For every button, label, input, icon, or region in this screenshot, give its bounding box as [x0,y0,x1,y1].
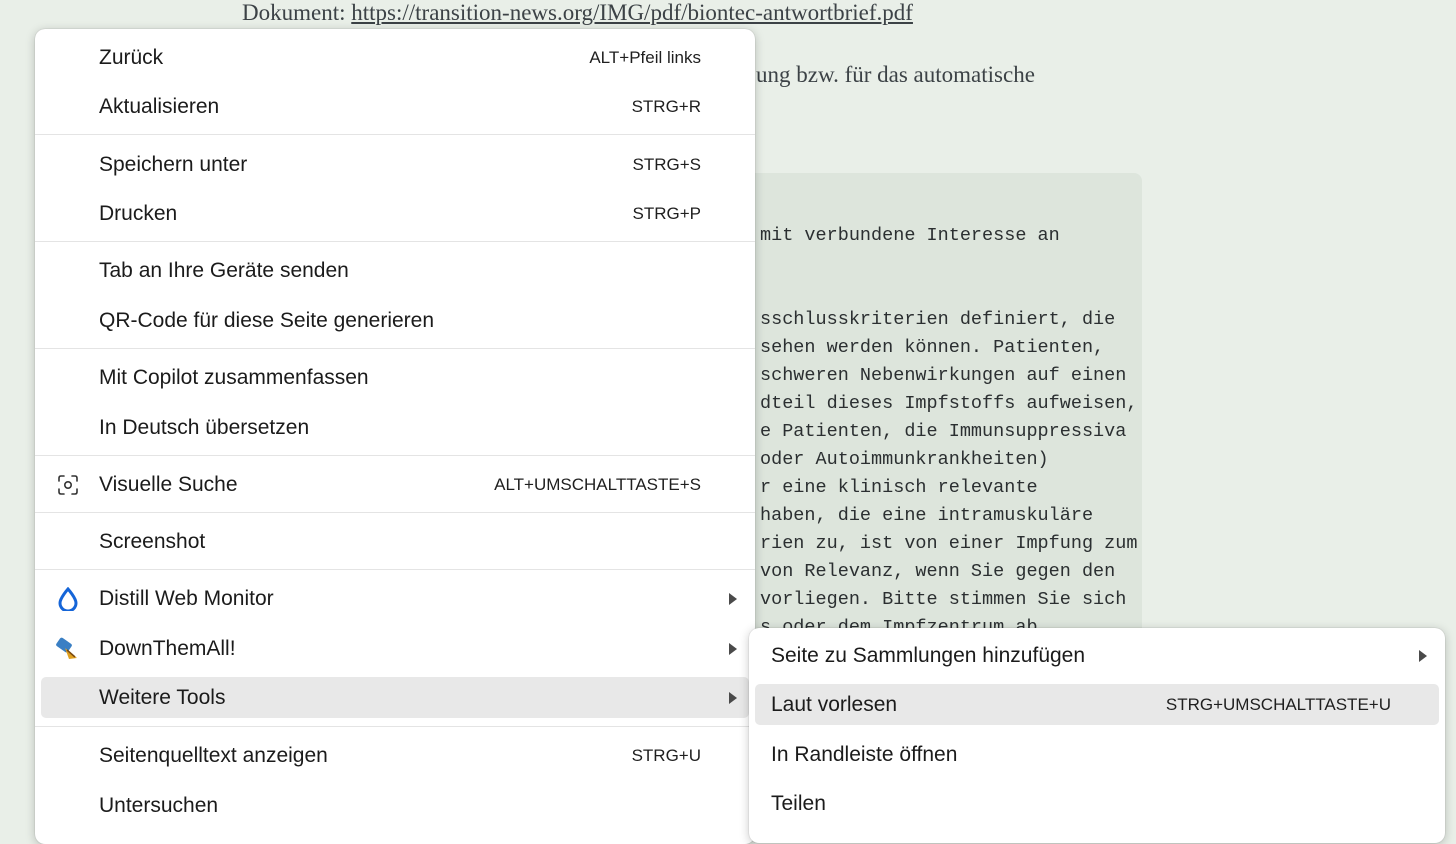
menu-separator [35,241,755,242]
more-tools-submenu [749,628,1445,843]
menu-item-downthemall[interactable] [41,628,749,669]
menu-item-shortcut: STRG+S [632,154,701,174]
menu-item-label: Zurück [99,45,164,69]
menu-item-label: Visuelle Suche [99,472,238,496]
menu-item-label: Distill Web Monitor [99,586,274,610]
code-line: sschlusskriterien definiert, die [760,309,1116,330]
menu-item-label: Seitenquelltext anzeigen [99,743,328,767]
chevron-right-icon [1419,650,1427,662]
menu-item-translate[interactable] [41,407,749,448]
menu-item-inspect[interactable] [41,785,749,826]
code-line: oder Autoimmunkrankheiten) [760,449,1049,470]
menu-separator [35,455,755,456]
code-line: schweren Nebenwirkungen auf einen [760,365,1127,386]
menu-item-visual-search[interactable] [41,464,749,505]
distill-drop-icon [55,586,81,612]
menu-item-save-as[interactable] [41,144,749,185]
menu-separator [35,512,755,513]
menu-item-label: QR-Code für diese Seite generieren [99,308,435,332]
menu-item-label: Tab an Ihre Geräte senden [99,258,349,282]
code-line: rien zu, ist von einer Impfung zum [760,533,1138,554]
menu-separator [35,726,755,727]
code-line: haben, die eine intramuskuläre [760,505,1094,526]
menu-item-print[interactable] [41,193,749,234]
menu-item-label: Laut vorlesen [771,692,898,716]
code-line: r eine klinisch relevante [760,477,1038,498]
menu-item-label: Untersuchen [99,793,219,817]
code-line: vorliegen. Bitte stimmen Sie sich [760,589,1127,610]
menu-separator [35,569,755,570]
menu-item-copilot-summarize[interactable] [41,357,749,398]
document-source-line [242,0,913,26]
menu-item-qr-code[interactable] [41,300,749,341]
menu-item-label: Mit Copilot zusammenfassen [99,365,369,389]
menu-item-label: Seite zu Sammlungen hinzufügen [771,643,1086,667]
menu-separator [35,134,755,135]
menu-item-shortcut: ALT+Pfeil links [589,47,701,67]
menu-item-shortcut: STRG+R [631,96,701,116]
menu-item-label: Teilen [771,791,826,815]
document-paragraph-fragment: ung bzw. für das automatische [756,62,1035,87]
menu-item-screenshot[interactable] [41,521,749,562]
menu-item-label: Weitere Tools [99,685,226,709]
document-link[interactable]: https://transition-news.org/IMG/pdf/biontec-antwortbrief.pdf [351,0,913,25]
visual-search-icon [55,472,81,498]
code-line: sehen werden können. Patienten, [760,337,1105,358]
menu-item-reload[interactable] [41,86,749,127]
menu-item-back[interactable] [41,37,749,78]
menu-item-more-tools[interactable] [41,677,749,718]
chevron-right-icon [729,692,737,704]
code-line: von Relevanz, wenn Sie gegen den [760,561,1116,582]
context-menu [35,29,755,844]
code-line: dteil dieses Impfstoffs aufweisen, [760,393,1138,414]
chevron-right-icon [729,593,737,605]
menu-item-shortcut: STRG+P [632,203,701,223]
menu-separator [35,348,755,349]
submenu-item-add-to-collections[interactable] [755,635,1439,676]
menu-item-label: Aktualisieren [99,94,220,118]
menu-item-label: In Deutsch übersetzen [99,415,310,439]
menu-item-send-tab[interactable] [41,250,749,291]
code-line: e Patienten, die Immunsuppressiva [760,421,1127,442]
menu-item-label: DownThemAll! [99,636,236,660]
menu-item-distill-web-monitor[interactable] [41,578,749,619]
downthemall-icon [55,636,81,662]
menu-item-shortcut: STRG+U [631,745,701,765]
submenu-item-open-in-sidebar[interactable] [755,734,1439,775]
document-label: Dokument: [242,0,352,25]
menu-item-label: Drucken [99,201,178,225]
menu-item-label: Speichern unter [99,152,248,176]
submenu-item-read-aloud[interactable] [755,684,1439,725]
menu-item-shortcut: ALT+UMSCHALTTASTE+S [494,474,701,494]
submenu-item-share[interactable] [755,783,1439,824]
chevron-right-icon [729,643,737,655]
code-line: mit verbundene Interesse an [760,225,1060,246]
menu-item-view-source[interactable] [41,735,749,776]
menu-item-shortcut: STRG+UMSCHALTTASTE+U [1165,694,1391,714]
menu-item-label: Screenshot [99,529,206,553]
menu-item-label: In Randleiste öffnen [771,742,958,766]
